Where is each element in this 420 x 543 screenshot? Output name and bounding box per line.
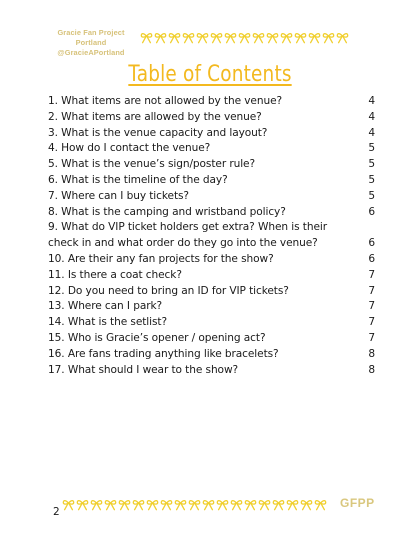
toc-entry-page: 8	[368, 363, 375, 376]
bow-icon	[294, 31, 307, 44]
bow-icon	[252, 31, 265, 44]
toc-entry-page: 7	[368, 331, 375, 344]
toc-entry-page: 4	[368, 110, 375, 123]
toc-entry[interactable]	[48, 157, 375, 173]
bow-icon	[314, 498, 327, 511]
bow-icon	[244, 498, 257, 511]
bow-icon	[168, 31, 181, 44]
toc-entry-page: 4	[368, 126, 375, 139]
bow-icon	[104, 498, 117, 511]
toc-entry-page: 7	[368, 300, 375, 313]
bow-icon	[154, 31, 167, 44]
bow-icon	[258, 498, 271, 511]
bow-icon	[224, 31, 237, 44]
bow-icon	[146, 498, 159, 511]
toc-entry[interactable]	[48, 284, 375, 300]
bow-icon	[132, 498, 145, 511]
toc-entry-label: 3. What is the venue capacity and layout?	[48, 126, 268, 139]
bow-icon	[216, 498, 229, 511]
footer-brand: GFPP	[340, 496, 375, 510]
toc-entry[interactable]	[48, 110, 375, 126]
top-bow-border	[140, 31, 349, 44]
bow-icon	[308, 31, 321, 44]
toc-entry-label: 14. What is the setlist?	[48, 316, 167, 329]
toc-entry-label: 17. What should I wear to the show?	[48, 363, 239, 376]
header-brand	[48, 28, 134, 58]
toc-entry-label: 1. What items are not allowed by the venue?	[48, 95, 283, 107]
toc-entry[interactable]	[48, 331, 375, 347]
page-title: Table of Contents	[128, 62, 292, 87]
toc-entry-page: 6	[368, 237, 375, 250]
bow-icon	[322, 31, 335, 44]
bow-icon	[76, 498, 89, 511]
toc-entry[interactable]	[48, 268, 375, 284]
toc-entry-page: 7	[368, 284, 375, 297]
bow-icon	[118, 498, 131, 511]
bow-icon	[280, 31, 293, 44]
toc-entry-label: 7. Where can I buy tickets?	[48, 189, 189, 202]
toc-entry-page: 4	[368, 95, 375, 107]
toc-entry-page: 5	[368, 158, 375, 171]
toc-entry[interactable]	[48, 205, 375, 221]
toc-entry[interactable]	[48, 94, 375, 110]
bottom-bow-border	[62, 498, 327, 511]
bow-icon	[286, 498, 299, 511]
bow-icon	[202, 498, 215, 511]
brand-name: Gracie Fan Project Portland	[57, 28, 125, 47]
toc-entry-label: 15. Who is Gracie’s opener / opening act?	[48, 331, 266, 344]
toc-entry-label: 10. Are their any fan projects for the show?	[48, 252, 274, 265]
bow-icon	[182, 31, 195, 44]
toc-entry-label: 12. Do you need to bring an ID for VIP tickets?	[48, 284, 289, 297]
toc-entry-label: 6. What is the timeline of the day?	[48, 173, 228, 186]
bow-icon	[160, 498, 173, 511]
bow-icon	[238, 31, 251, 44]
toc-entry[interactable]	[48, 189, 375, 205]
toc-entry-page: 5	[368, 173, 375, 186]
toc-entry-page: 7	[368, 316, 375, 329]
toc-entry[interactable]	[48, 252, 375, 268]
toc-entry-label: 8. What is the camping and wristband policy?	[48, 205, 286, 218]
bow-icon	[336, 31, 349, 44]
toc-entry-label: 2. What items are allowed by the venue?	[48, 110, 262, 123]
bow-icon	[140, 31, 153, 44]
toc-entry[interactable]	[48, 126, 375, 142]
bow-icon	[210, 31, 223, 44]
toc-entry[interactable]	[48, 363, 375, 379]
bow-icon	[266, 31, 279, 44]
bow-icon	[272, 498, 285, 511]
toc-entry[interactable]	[48, 315, 375, 331]
toc-entry[interactable]	[48, 347, 375, 363]
toc-entry-label: 4. How do I contact the venue?	[48, 142, 211, 155]
toc-entry-label: 13. Where can I park?	[48, 300, 163, 313]
toc-entry-page: 5	[368, 189, 375, 202]
bow-icon	[174, 498, 187, 511]
toc-entry-page: 8	[368, 347, 375, 360]
bow-icon	[90, 498, 103, 511]
bow-icon	[62, 498, 75, 511]
bow-icon	[230, 498, 243, 511]
toc-entry-page: 7	[368, 268, 375, 281]
table-of-contents	[48, 94, 375, 378]
toc-entry-label: 11. Is there a coat check?	[48, 268, 182, 281]
toc-entry-page: 6	[368, 252, 375, 265]
toc-entry[interactable]	[48, 299, 375, 315]
toc-entry-page: 5	[368, 142, 375, 155]
toc-entry[interactable]	[48, 220, 375, 252]
bow-icon	[188, 498, 201, 511]
bow-icon	[196, 31, 209, 44]
toc-entry-label: 5. What is the venue’s sign/poster rule?	[48, 158, 255, 171]
toc-entry[interactable]	[48, 141, 375, 157]
toc-entry-page: 6	[368, 205, 375, 218]
toc-entry-label: 9. What do VIP ticket holders get extra? When is their check in and what order do they go into the venue?	[48, 221, 327, 250]
toc-entry[interactable]	[48, 173, 375, 189]
page-number: 2	[53, 506, 60, 518]
toc-entry-label: 16. Are fans trading anything like bracelets?	[48, 347, 279, 360]
brand-handle: @GracieAPortland	[57, 48, 125, 57]
bow-icon	[300, 498, 313, 511]
